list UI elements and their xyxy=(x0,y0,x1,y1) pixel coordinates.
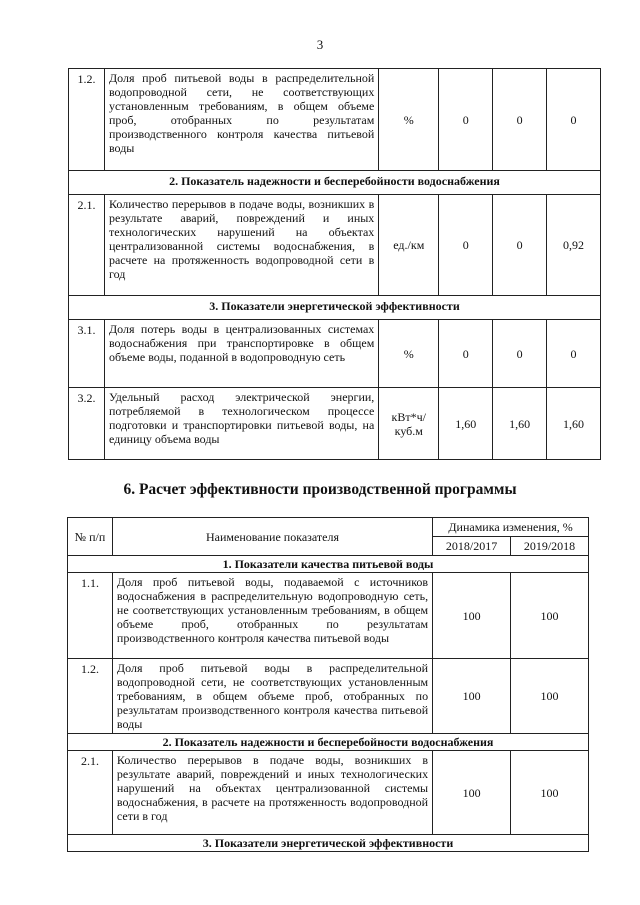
table-row xyxy=(69,388,601,460)
table-row xyxy=(69,320,601,388)
row-number: 3.1. xyxy=(69,320,105,388)
value-cell: 0 xyxy=(493,195,547,296)
indicator-name: Количество перерывов в подаче воды, возникших в результате аварий, повреждений и иных технологических нарушений на объектах централизованной системы водоснабжения, в расчете на протяженность водопроводной сети в год xyxy=(104,195,378,296)
header-num: № п/п xyxy=(68,518,113,556)
value-cell: 0,92 xyxy=(547,195,601,296)
table-row xyxy=(68,573,589,659)
header-period: 2018/2017 xyxy=(433,537,511,556)
row-number: 1.2. xyxy=(69,69,105,171)
indicator-name: Удельный расход электрической энергии, потребляемой в технологическом процессе подготовки и транспортировки питьевой воды, на единицу объема воды xyxy=(104,388,378,460)
value-cell: 0 xyxy=(493,320,547,388)
row-number: 1.2. xyxy=(68,659,113,734)
section-row xyxy=(69,171,601,195)
row-number: 3.2. xyxy=(69,388,105,460)
unit-cell: % xyxy=(379,69,439,171)
value-cell: 100 xyxy=(433,573,511,659)
value-cell: 0 xyxy=(439,320,493,388)
value-cell: 100 xyxy=(511,573,589,659)
section-title: 1. Показатели качества питьевой воды xyxy=(68,556,589,573)
value-cell: 0 xyxy=(439,69,493,171)
unit-cell: ед./км xyxy=(379,195,439,296)
value-cell: 0 xyxy=(547,69,601,171)
row-number: 2.1. xyxy=(69,195,105,296)
unit-cell: % xyxy=(379,320,439,388)
value-cell: 1,60 xyxy=(547,388,601,460)
section-row xyxy=(68,734,589,751)
section-title: 2. Показатель надежности и бесперебойности водоснабжения xyxy=(69,171,601,195)
value-cell: 0 xyxy=(493,69,547,171)
indicator-name: Доля проб питьевой воды в распределительной водопроводной сети, не соответствующих установленным требованиям, в общем объеме проб, отобранных по результатам производственного контроля качества питьевой воды xyxy=(104,69,378,171)
indicator-name: Доля проб питьевой воды в распределительной водопроводной сети, не соответствующих установленным требованиям, в общем объеме проб, отобранных по результатам производственного контроля качества питьевой воды xyxy=(112,659,432,734)
value-cell: 1,60 xyxy=(439,388,493,460)
section-title: 2. Показатель надежности и бесперебойности водоснабжения xyxy=(68,734,589,751)
section-row xyxy=(68,835,589,852)
value-cell: 1,60 xyxy=(493,388,547,460)
header-period: 2019/2018 xyxy=(511,537,589,556)
section-row xyxy=(69,296,601,320)
indicator-name: Количество перерывов в подаче воды, возникших в результате аварий, повреждений и иных технологических нарушений на объектах централизованной системы водоснабжения, в расчете на протяженность водопроводной сети в год xyxy=(112,751,432,835)
section-title: 3. Показатели энергетической эффективности xyxy=(68,835,589,852)
row-number: 2.1. xyxy=(68,751,113,835)
value-cell: 100 xyxy=(511,751,589,835)
indicators-table xyxy=(68,68,601,460)
row-number: 1.1. xyxy=(68,573,113,659)
value-cell: 0 xyxy=(439,195,493,296)
table-row xyxy=(68,659,589,734)
value-cell: 100 xyxy=(433,751,511,835)
unit-cell: кВт*ч/ куб.м xyxy=(379,388,439,460)
efficiency-table xyxy=(67,517,589,852)
table-row xyxy=(68,751,589,835)
table-row xyxy=(69,69,601,171)
header-dynamics: Динамика изменения, % xyxy=(433,518,589,537)
header-row xyxy=(68,518,589,537)
value-cell: 100 xyxy=(511,659,589,734)
indicator-name: Доля проб питьевой воды, подаваемой с источников водоснабжения в распределительную водопроводную сеть, не соответствующих установленным требованиям, в общем объеме проб, отобранных по результатам производственного контроля качества питьевой воды xyxy=(112,573,432,659)
value-cell: 0 xyxy=(547,320,601,388)
section-row xyxy=(68,556,589,573)
value-cell: 100 xyxy=(433,659,511,734)
indicator-name: Доля потерь воды в централизованных системах водоснабжения при транспортировке в общем объеме воды, поданной в водопроводную сеть xyxy=(104,320,378,388)
header-name: Наименование показателя xyxy=(112,518,432,556)
table-row xyxy=(69,195,601,296)
page-number: 3 xyxy=(316,37,324,52)
section-heading: 6. Расчет эффективности производственной программы xyxy=(123,481,517,498)
section-title: 3. Показатели энергетической эффективности xyxy=(69,296,601,320)
